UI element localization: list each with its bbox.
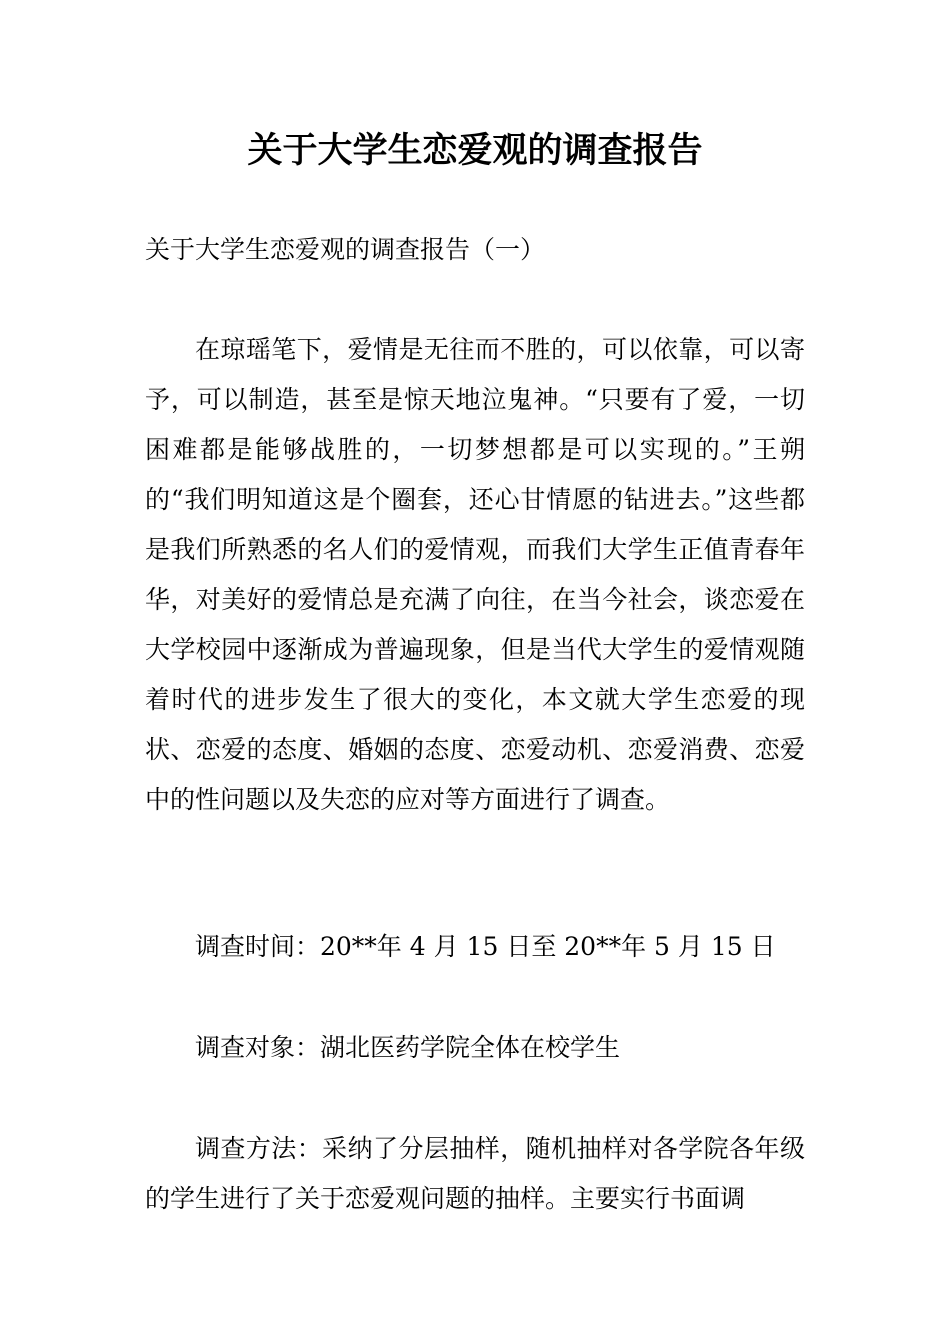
survey-method-paragraph: 调查方法：采纳了分层抽样，随机抽样对各学院各年级的学生进行了关于恋爱观问题的抽样。主要实行书面调 [145,1134,805,1213]
document-title: 关于大学生恋爱观的调查报告 [247,131,703,171]
survey-target-paragraph: 调查对象：湖北医药学院全体在校学生 [195,1033,621,1062]
intro-paragraph: 在琼瑶笔下，爱情是无往而不胜的，可以依靠，可以寄予，可以制造，甚至是惊天地泣鬼神。“只要有了爱，一切困难都是能够战胜的，一切梦想都是可以实现的。”王朔的“我们明知道这是个圈套，还心甘情愿的钻进去。”这些都是我们所熟悉的名人们的爱情观，而我们大学生正值青春年华，对美好的爱情总是充满了向往，在当今社会，谈恋爱在大学校园中逐渐成为普遍现象，但是当代大学生的爱情观随着时代的进步发生了很大的变化，本文就大学生恋爱的现状、恋爱的态度、婚姻的态度、恋爱动机、恋爱消费、恋爱中的性问题以及失恋的应对等方面进行了调查。 [145,335,805,814]
survey-time-paragraph: 调查时间：20**年 4 月 15 日至 20**年 5 月 15 日 [195,932,776,961]
document-subtitle: 关于大学生恋爱观的调查报告（一） [145,235,546,264]
